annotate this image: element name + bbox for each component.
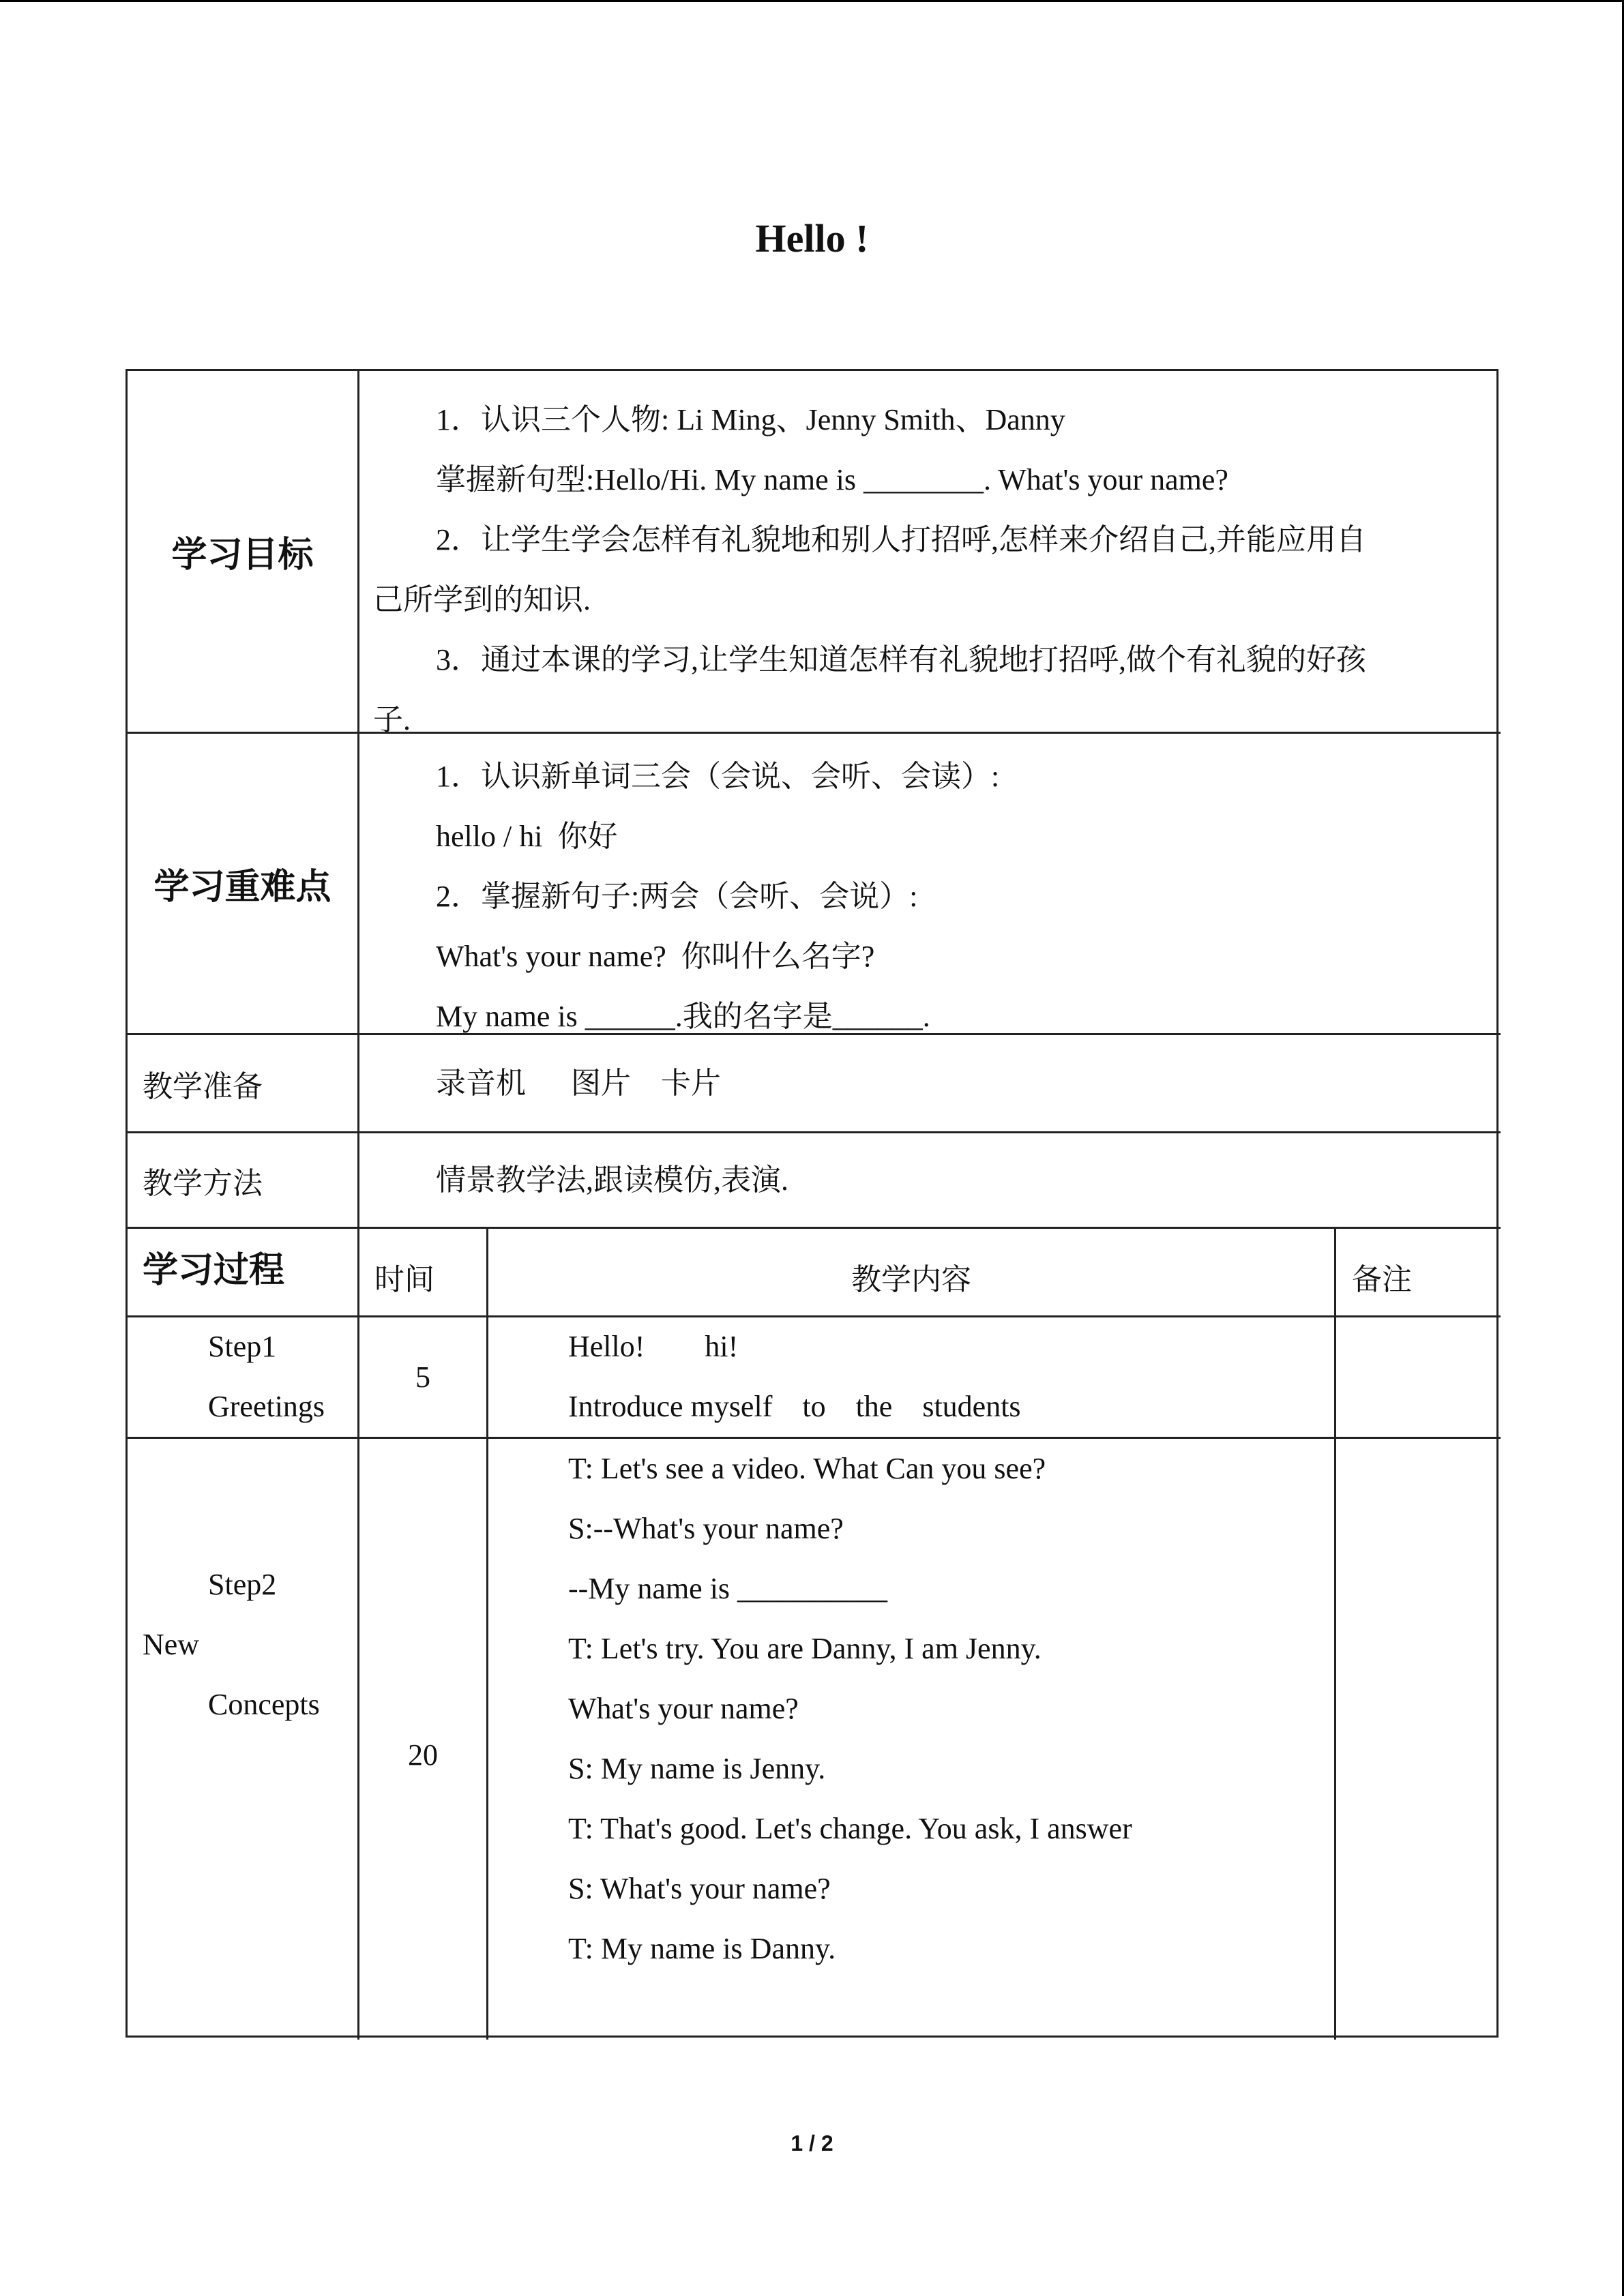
step2-time: 20 [408, 1738, 438, 1772]
step2-heading [143, 1555, 355, 1735]
process-label: 学习过程 [143, 1249, 285, 1291]
page-top-border [0, 0, 1624, 2]
preparation-value: 录音机 图片 卡片 [436, 1066, 721, 1100]
key-points-line: What's your name? 你叫什么名字? [436, 940, 875, 973]
goals-line: 子. [373, 703, 411, 736]
step-content-line: --My name is __________ [568, 1572, 888, 1605]
step-name-line: Step2 [208, 1568, 277, 1601]
preparation-label: 教学准备 [143, 1069, 263, 1103]
goals-content [373, 390, 1492, 750]
step-name-line: Greetings [208, 1390, 325, 1423]
step-content-line: T: Let's try. You are Danny, I am Jenny. [568, 1632, 1042, 1665]
goals-line: 掌握新句型:Hello/Hi. My name is ________. What's your name? [436, 463, 1228, 496]
step-content-line: S: My name is Jenny. [568, 1752, 826, 1785]
step-name-line: New [143, 1628, 200, 1661]
key-points-line: My name is ______.我的名字是______. [436, 1000, 930, 1033]
step1-name [208, 1317, 355, 1437]
page-number: 1 / 2 [791, 2131, 833, 2156]
step1-time: 5 [415, 1360, 430, 1394]
step-content-line: Hello! hi! [568, 1330, 739, 1363]
col-divider [486, 1227, 488, 2040]
time-header: 时间 [374, 1263, 434, 1296]
step2-content [568, 1439, 1325, 1979]
key-points-line: 1．认识新单词三会（会说、会听、会读）: [436, 760, 1000, 793]
key-points-line: 2．掌握新句子:两会（会听、会说）: [436, 880, 918, 913]
step-name-line: Concepts [208, 1688, 320, 1721]
step1-notes [1336, 1317, 1498, 1437]
step-content-line: T: Let's see a video. What Can you see? [568, 1452, 1046, 1485]
key-points-line: hello / hi 你好 [436, 820, 618, 853]
method-label: 教学方法 [143, 1166, 263, 1200]
goals-line: 己所学到的知识. [373, 583, 591, 616]
key-points-content [373, 747, 1492, 1047]
key-points-label: 学习重难点 [153, 867, 331, 908]
step1-content [568, 1317, 1325, 1437]
step-content-line: S:--What's your name? [568, 1512, 844, 1545]
step-content-line: Introduce myself to the students [568, 1390, 1021, 1423]
goals-label: 学习目标 [171, 535, 314, 576]
step-content-line: S: What's your name? [568, 1872, 831, 1905]
document-title: Hello ! [755, 216, 869, 260]
step2-notes [1336, 1439, 1498, 2038]
step-content-line: T: That's good. Let's change. You ask, I answer [568, 1812, 1132, 1845]
goals-line: 3．通过本课的学习,让学生知道怎样有礼貌地打招呼,做个有礼貌的好孩 [436, 643, 1366, 676]
step-content-line: T: My name is Danny. [568, 1932, 836, 1965]
notes-header: 备注 [1352, 1263, 1412, 1296]
goals-line: 2．让学生学会怎样有礼貌地和别人打招呼,怎样来介绍自己,并能应用自 [436, 523, 1366, 556]
method-value: 情景教学法,跟读模仿,表演. [436, 1163, 788, 1197]
step-name-line: Step1 [208, 1330, 277, 1363]
lesson-plan-table [126, 369, 1498, 2038]
content-header: 教学内容 [851, 1263, 971, 1296]
goals-line: 1．认识三个人物: Li Ming、Jenny Smith、Danny [436, 403, 1065, 436]
step-content-line: What's your name? [568, 1692, 799, 1725]
